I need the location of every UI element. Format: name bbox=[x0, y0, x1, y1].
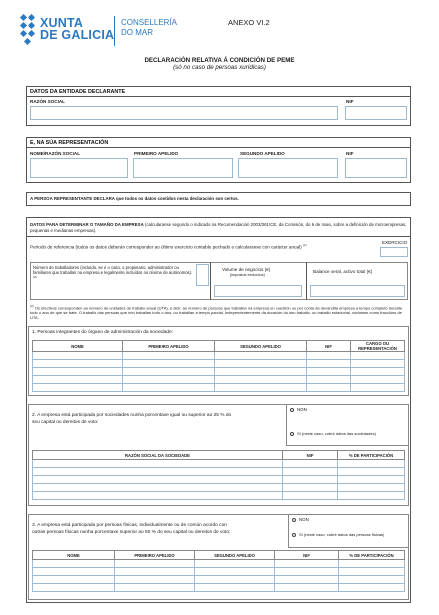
rep-name-label: NOME/RAZÓN SOCIAL bbox=[30, 151, 81, 156]
table-row[interactable] bbox=[33, 584, 405, 592]
size-heading-note: (calcularanse segundo o indicado na Recomendación 2003/361/CE, da Comisión, do 6 de maio, sobre a definición de microempresas, pequenas e medianas empresas). bbox=[30, 222, 407, 233]
rep-surname2-label: SEGUNDO APELIDO bbox=[240, 151, 285, 156]
exercise-field[interactable] bbox=[380, 247, 408, 257]
entity-heading: DATOS DA ENTIDADE DECLARANTE bbox=[30, 89, 126, 95]
balance-field[interactable] bbox=[310, 285, 405, 297]
declaration-text: A PERSOA REPRESENTANTE DECLARA que todos os datos contidos nesta declaración son certos. bbox=[30, 196, 239, 201]
department-name bbox=[121, 18, 177, 38]
size-heading-title: DATOS PARA DETERMINAR O TAMAÑO DA EMPRESA bbox=[30, 222, 144, 227]
logo-line-2: DE GALICIA bbox=[40, 28, 115, 42]
q1-col-surname1: PRIMEIRO APELIDO bbox=[123, 341, 215, 352]
table-row[interactable] bbox=[33, 468, 405, 476]
period-text-body: Período de referencia (todos os datos deberán corresponder ao último exercicio contable pechado e calcularanse con carácter anual) bbox=[30, 244, 302, 250]
q2-yes-radio[interactable] bbox=[290, 432, 294, 436]
turnover-label: Volume de negocios (€) bbox=[222, 267, 271, 272]
annex-label: ANEXO VI.2 bbox=[228, 18, 270, 27]
size-heading bbox=[30, 222, 408, 233]
workers-field[interactable] bbox=[196, 264, 209, 286]
q3-col-name: NOME bbox=[33, 551, 115, 560]
q3-no-label: NON bbox=[299, 517, 309, 522]
size-col-divider-2 bbox=[306, 262, 307, 300]
footnote-text: Os efectivos corresponden ao número de unidades de traballo anual (UTA), é dicir, ao número de persoas que traballan na empresa en cuestión ou por conta da devandita empresa a tempo completo durante todo o ano de que se trate. O traballo das persoas que non traballan todo o ano, ou traballan a tempo parcial, independentemente da duración do seu traballo, ou traballo estacional, cóntanse como fraccións de UTA. bbox=[30, 305, 403, 321]
workers-note: (2) bbox=[33, 275, 37, 280]
table-row[interactable] bbox=[33, 360, 405, 368]
q1-col-name: NOME bbox=[33, 341, 123, 352]
size-col-divider-1 bbox=[210, 262, 211, 300]
q3-title-line-1: 3. A empresa está participada por persoas físicas, individualmente ou de común acordo con bbox=[32, 523, 227, 528]
q1-title: 1. Persoas integrantes do órgano de administración da sociedade: bbox=[32, 330, 174, 335]
rep-nif-field[interactable] bbox=[345, 158, 407, 178]
representative-heading-rule bbox=[26, 147, 411, 148]
q3-table bbox=[32, 550, 405, 592]
period-text bbox=[30, 243, 380, 250]
q2-no-radio[interactable] bbox=[290, 408, 294, 412]
table-row[interactable] bbox=[33, 368, 405, 376]
q1-header-row bbox=[33, 341, 405, 352]
entity-nif-label: NIF bbox=[346, 99, 354, 104]
q3-no-radio[interactable] bbox=[292, 518, 296, 522]
table-row[interactable] bbox=[33, 376, 405, 384]
entity-heading-rule bbox=[26, 96, 411, 97]
organization-name bbox=[40, 17, 114, 41]
entity-name-label: RAZÓN SOCIAL bbox=[30, 99, 65, 104]
rep-name-field[interactable] bbox=[30, 158, 128, 178]
entity-name-field[interactable] bbox=[30, 106, 338, 120]
exercise-label: EXERCICIO bbox=[382, 240, 408, 245]
dept-line-2: DO MAR bbox=[121, 28, 153, 37]
q1-table bbox=[32, 340, 405, 392]
table-row[interactable] bbox=[33, 476, 405, 484]
q1-col-surname2: SEGUNDO APELIDO bbox=[215, 341, 307, 352]
q3-col-surname1: PRIMEIRO APELIDO bbox=[115, 551, 195, 560]
turnover-note: (impostos excluídos) bbox=[230, 273, 265, 277]
table-row[interactable] bbox=[33, 576, 405, 584]
q3-title-line-2: outras persoas físicas nunha porcentaxe superior ao 50 % do seu capital ou dereitos de voto: bbox=[32, 530, 231, 535]
turnover-field[interactable] bbox=[214, 285, 302, 297]
form-subtitle: (só no caso de persoas xurídicas) bbox=[173, 64, 266, 71]
q2-title-line-2: seu capital ou dereitos de voto: bbox=[32, 420, 99, 425]
table-row[interactable] bbox=[33, 384, 405, 392]
q3-col-percent: % DE PARTICIPACIÓN bbox=[339, 551, 405, 560]
entity-nif-field[interactable] bbox=[345, 106, 407, 120]
page-header bbox=[20, 14, 420, 50]
q2-title-line-1: 2. A empresa está participada por sociedades nunha porcentaxe igual ou superior ao 25 % do bbox=[32, 413, 232, 418]
logo-line-1: XUNTA bbox=[40, 16, 84, 30]
xunta-logo-icon bbox=[20, 14, 36, 46]
q1-col-role: CARGO OU REPRESENTACIÓN bbox=[351, 341, 405, 352]
rep-surname2-field[interactable] bbox=[238, 158, 338, 178]
q2-table bbox=[32, 450, 405, 500]
q2-col-company: RAZÓN SOCIAL DA SOCIEDADE bbox=[33, 451, 283, 460]
rep-surname1-field[interactable] bbox=[133, 158, 233, 178]
q3-yes-label: SI (neste caso, cubrir datos das persoas físicas) bbox=[299, 532, 385, 537]
q2-no-label: NON bbox=[297, 407, 307, 412]
q3-header-row bbox=[33, 551, 405, 560]
q3-yes-radio[interactable] bbox=[292, 533, 296, 537]
rep-nif-label: NIF bbox=[346, 151, 354, 156]
q2-col-nif: NIF bbox=[283, 451, 338, 460]
balance-label: Balance xeral, activo total (€) bbox=[313, 269, 373, 274]
representative-heading: E, NA SÚA REPRESENTACIÓN bbox=[30, 140, 109, 146]
size-heading-rule bbox=[26, 236, 411, 237]
q3-col-nif: NIF bbox=[275, 551, 339, 560]
q3-title bbox=[32, 522, 284, 536]
table-row[interactable] bbox=[33, 560, 405, 568]
table-row[interactable] bbox=[33, 492, 405, 500]
q1-col-nif: NIF bbox=[307, 341, 351, 352]
workers-label-body: Número de traballadores (incluído, se é o caso, o propietario, administrador ou familiares que traballan na empresa e legalmente incluídos no réxime de autónomos). bbox=[33, 265, 193, 276]
period-note: (1) bbox=[303, 243, 307, 247]
q3-col-surname2: SEGUNDO APELIDO bbox=[195, 551, 275, 560]
q2-col-percent: % DE PARTICIPACIÓN bbox=[338, 451, 405, 460]
table-row[interactable] bbox=[33, 460, 405, 468]
rep-surname1-label: PRIMEIRO APELIDO bbox=[134, 151, 179, 156]
q2-yes-label: SI (neste caso, cubrir datos das sociedades) bbox=[297, 431, 376, 436]
workers-label bbox=[33, 265, 193, 282]
dept-line-1: CONSELLERÍA bbox=[121, 18, 178, 27]
q2-title bbox=[32, 412, 282, 426]
size-footnote bbox=[30, 304, 408, 320]
table-row[interactable] bbox=[33, 352, 405, 360]
table-row[interactable] bbox=[33, 484, 405, 492]
q2-header-row bbox=[33, 451, 405, 460]
logo-divider bbox=[114, 16, 115, 46]
form-title: DECLARACIÓN RELATIVA Á CONDICIÓN DE PEME bbox=[144, 57, 295, 64]
footnote-mark: (2) bbox=[30, 304, 34, 308]
table-row[interactable] bbox=[33, 568, 405, 576]
